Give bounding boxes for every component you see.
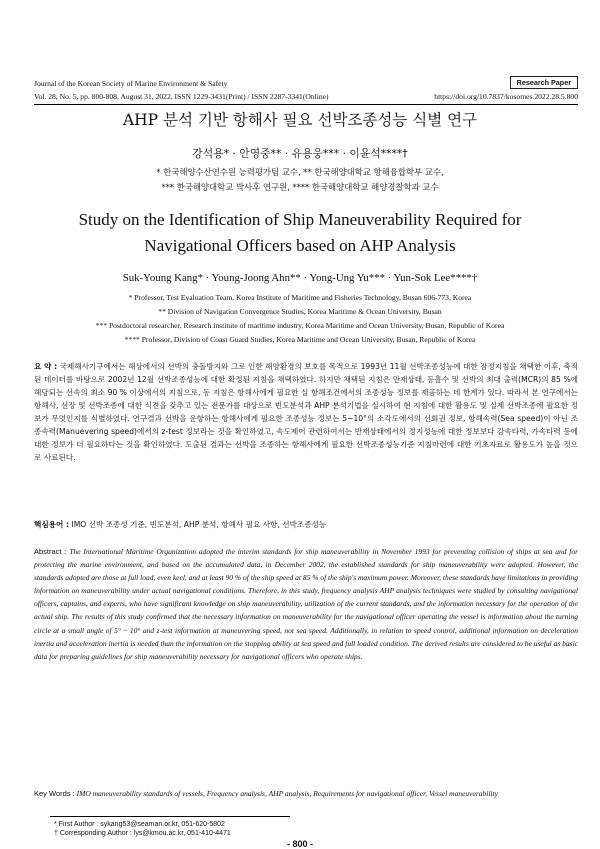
korean-title: AHP 분석 기반 항해사 필요 선박조종성능 식별 연구 xyxy=(122,111,478,129)
korean-affiliation-1: * 한국해양수산연수원 능력평가팀 교수, ** 한국해양대학교 항해융합학부 교수, xyxy=(156,167,444,177)
header-rule xyxy=(34,104,578,105)
article-type-badge: Research Paper xyxy=(510,76,578,89)
english-keywords-label: Key Words : xyxy=(34,789,75,798)
footnote-first-author: * First Author : sykang53@seaman.or.kr, 051-620-5802 xyxy=(54,821,225,828)
english-title-line1: Study on the Identification of Ship Maneuverability Required for xyxy=(78,210,522,229)
english-affiliation-2: ** Division of Navigation Convergence Studies, Korea Maritime & Ocean University, Busan xyxy=(158,307,442,316)
korean-abstract-text: 국제해사기구에서는 해상에서의 선박의 충돌방지와 그로 인한 해양환경의 보호를 목적으로 1993년 11월 선박조종성능에 대한 잠정지침을 채택한 이후, 축적된 데이터를 바탕으로 2002년 12월 선박조종성능에 대한 확정된 지침을 채택하였다. 하지만 채택된 지침은 만재상태, 등흘수 및 선박의 최대 출력(MCR)의 85 %에 해당되는 선속의 최소 90 % 이상에서의 지침으로, 동 지침은 항해사에게 필요한 실 항해조건에서의 조종성능 정보를 제공하는 데 한계가 있다. 따라서 본 연구에서는 항해사, 선장 및 선박조종에 대한 식견을 갖추고 있는 전문가를 대상으로 빈도분석과 AHP 분석기법을 실시하여 현 지침에 대한 활용도 및 실제 선박조종에 필요한 정보가 무엇인지를 식별하였다. 연구결과 선박을 운항하는 항해사에게 필요한 조종성능 정보는 5~10°의 소각도에서의 선회권 정보, 항해속력(Sea speed)이 아닌 조종속력(Manuevering speed)에서의 z-test 정보라는 것을 확인하였고, 속도제어 관련하여서는 반재상태에서의 정지성능에 대한 정보보다 감속타력, 가속타력 등에 대한 정보가 더 필요하다는 것을 확인하였다. 도출된 결과는 선박을 조종하는 항해사에게 필요한 선박조종성능기준 지침마련에 대한 기초자료로 활용도가 높을 것으로 사료된다. xyxy=(34,362,578,462)
korean-abstract-label: 요 약 : xyxy=(34,362,58,371)
page-number: - 800 - xyxy=(286,839,313,849)
footnote-rule xyxy=(50,816,290,817)
english-abstract-label: Abstract : xyxy=(34,547,67,556)
volume-info: Vol. 28, No. 5, pp. 800-808, August 31, 2022, ISSN 1229-3431(Print) / ISSN 2287-3341(Online) xyxy=(34,92,329,101)
english-abstract xyxy=(34,545,578,663)
korean-keywords-label: 핵심용어 : xyxy=(34,520,70,529)
english-abstract-text: The International Maritime Organization adopted the interim standards for ship maneuverability in November 1993 for preventing collision of ships at sea and for protecting the marine environment, and based on the accumulated data, in December 2002, the established standards for ship maneuverability were adopted. However, the standards adopted are those at full load, even keel, and at least 90 % of the ship speed at 85 % of the ship's maximum power. Moreover, these standards have limitations in providing information on maneuverability under actual navigational conditions. Therefore, in this study, frequency analysis AHP analysis techniques were studied by consulting navigational officers, captains, and experts, who have significant knowledge on ship maneuverability, utilization of the current standards, and the information necessary for the operation of the actual ship. The results of this study confirmed that the necessary information on maneuverability for the navigational officer operating the vessel is information about the turning circle at a small angle of 5° ~ 10° and z-test information at maneuvering speed, not sea speed. Additionally, in relation to speed control, additional information on deceleration inertia and acceleration inertia is needed than the information on the stopping ability at sea speed and full loaded condition. The derived results are considered to be useful as basic data for preparing guidelines for ship maneuverability necessary for navigational officers who operate ships. xyxy=(34,547,579,661)
english-affiliation-1: * Professor, Test Evaluation Team, Korea Institute of Maritime and Fisheries Technology, Busan 606-773, Korea xyxy=(128,293,472,302)
korean-affiliation-2: *** 한국해양대학교 박사후 연구원, **** 한국해양대학교 해양경찰학과 교수 xyxy=(161,182,439,192)
english-affiliation-4: **** Professor, Division of Coast Guard Studies, Korea Maritime and Ocean University, Busan, Republic of Korea xyxy=(124,335,476,344)
english-title-line2: Navigational Officers based on AHP Analysis xyxy=(144,236,456,255)
english-affiliation-3: *** Postdoctoral researcher, Research institute of maritime industry, Korea Maritime and Ocean University, Busan, Republic of Korea xyxy=(95,321,505,330)
korean-keywords-text: IMO 선박 조종성 기준, 빈도분석, AHP 분석, 항해사 필요 사항, 선박조종성능 xyxy=(71,520,327,529)
journal-name: Journal of the Korean Society of Marine Environment & Safety xyxy=(34,79,228,88)
doi-link[interactable]: https://doi.org/10.7837/kosomes.2022.28.5.800 xyxy=(434,92,578,101)
english-keywords-text: IMO maneuverability standards of vessels, Frequency analysis, AHP analysis, Requirements for navigational officer, Vessel maneuverability xyxy=(76,789,498,798)
english-keywords xyxy=(34,789,578,798)
footnote-corresponding-author: † Corresponding Author : lys@kmou.ac.kr, 051-410-4471 xyxy=(54,830,231,837)
korean-abstract xyxy=(34,360,578,464)
english-authors: Suk-Young Kang* · Young-Joong Ahn** · Yong-Ung Yu*** · Yun-Sok Lee****† xyxy=(122,272,478,284)
korean-authors: 강석용* · 안영중** · 유용웅*** · 이윤석****† xyxy=(192,147,408,160)
korean-keywords xyxy=(34,519,578,530)
